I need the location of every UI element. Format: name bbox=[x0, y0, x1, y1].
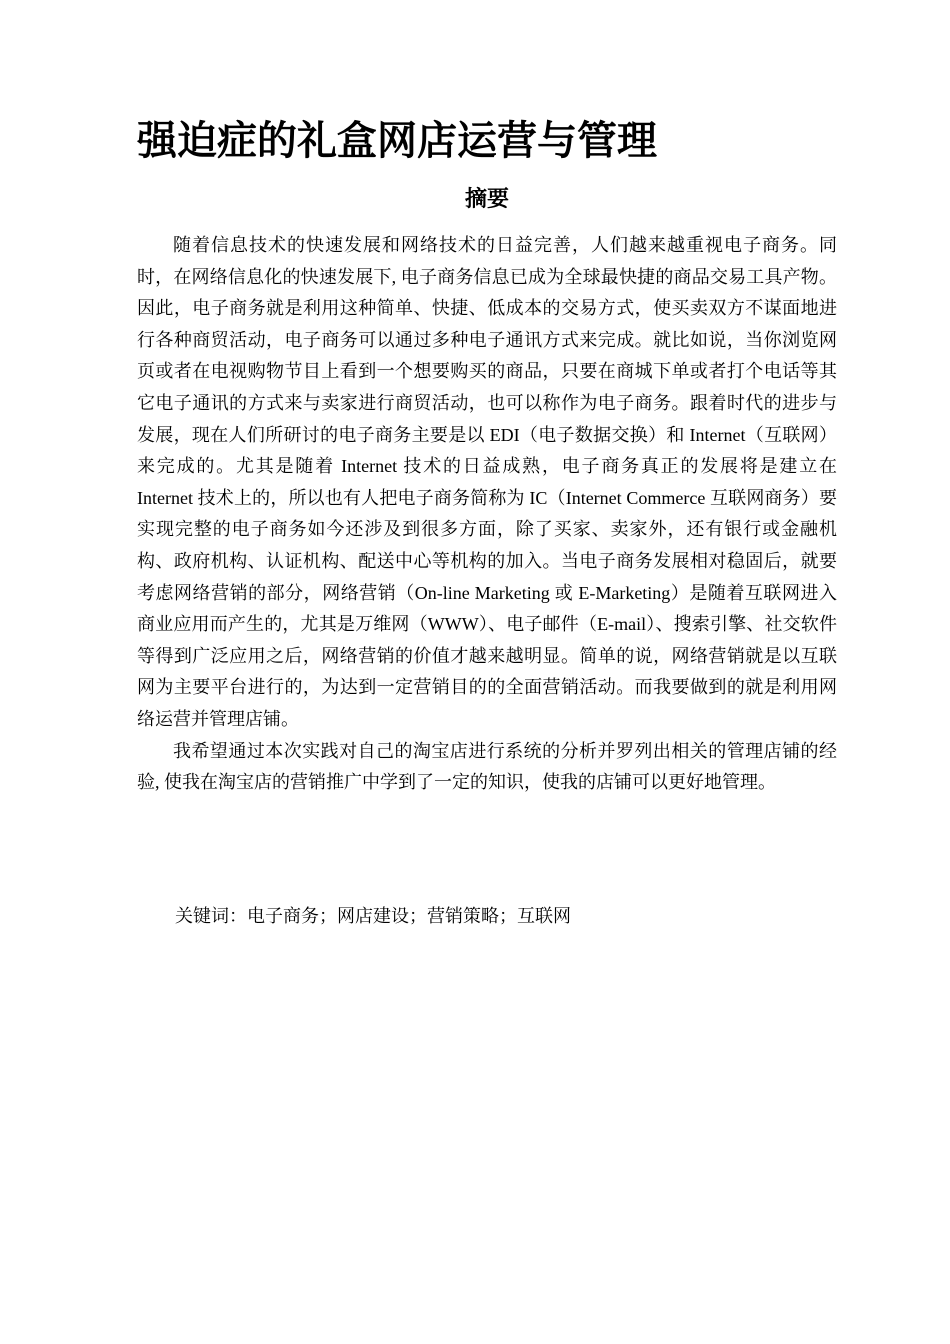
abstract-body bbox=[137, 230, 837, 799]
abstract-paragraph-1: 随着信息技术的快速发展和网络技术的日益完善，人们越来越重视电子商务。同时，在网络信息化的快速发展下, 电子商务信息已成为全球最快捷的商品交易工具产物。因此，电子商务就是利用这种简单、快捷、低成本的交易方式，使买卖双方不谋面地进行各种商贸活动，电子商务可以通过多种电子通讯方式来完成。就比如说，当你浏览网页或者在电视购物节目上看到一个想要购买的商品，只要在商城下单或者打个电话等其它电子通讯的方式来与卖家进行商贸活动，也可以称作为电子商务。跟着时代的进步与发展，现在人们所研讨的电子商务主要是以 EDI（电子数据交换）和 Internet（互联网）来完成的。尤其是随着 Internet 技术的日益成熟，电子商务真正的发展将是建立在 Internet 技术上的，所以也有人把电子商务简称为 IC（Internet Commerce 互联网商务）要实现完整的电子商务如今还涉及到很多方面，除了买家、卖家外，还有银行或金融机构、政府机构、认证机构、配送中心等机构的加入。当电子商务发展相对稳固后，就要考虑网络营销的部分，网络营销（On-line Marketing 或 E-Marketing）是随着互联网进入商业应用而产生的，尤其是万维网（WWW）、电子邮件（E-mail）、搜索引擎、社交软件等得到广泛应用之后，网络营销的价值才越来越明显。简单的说，网络营销就是以互联网为主要平台进行的，为达到一定营销目的的全面营销活动。而我要做到的就是利用网络运营并管理店铺。 bbox=[137, 235, 837, 729]
keywords-label: 关键词： bbox=[175, 906, 247, 927]
keywords-text: 电子商务；网店建设；营销策略；互联网 bbox=[247, 906, 571, 926]
abstract-heading: 摘要 bbox=[464, 187, 509, 212]
abstract-paragraph-2: 我希望通过本次实践对自己的淘宝店进行系统的分析并罗列出相关的管理店铺的经验, 使我在淘宝店的营销推广中学到了一定的知识，使我的店铺可以更好地管理。 bbox=[137, 740, 837, 793]
document-title: 强迫症的礼盒网店运营与管理 bbox=[137, 118, 657, 164]
keywords-line bbox=[175, 900, 835, 933]
